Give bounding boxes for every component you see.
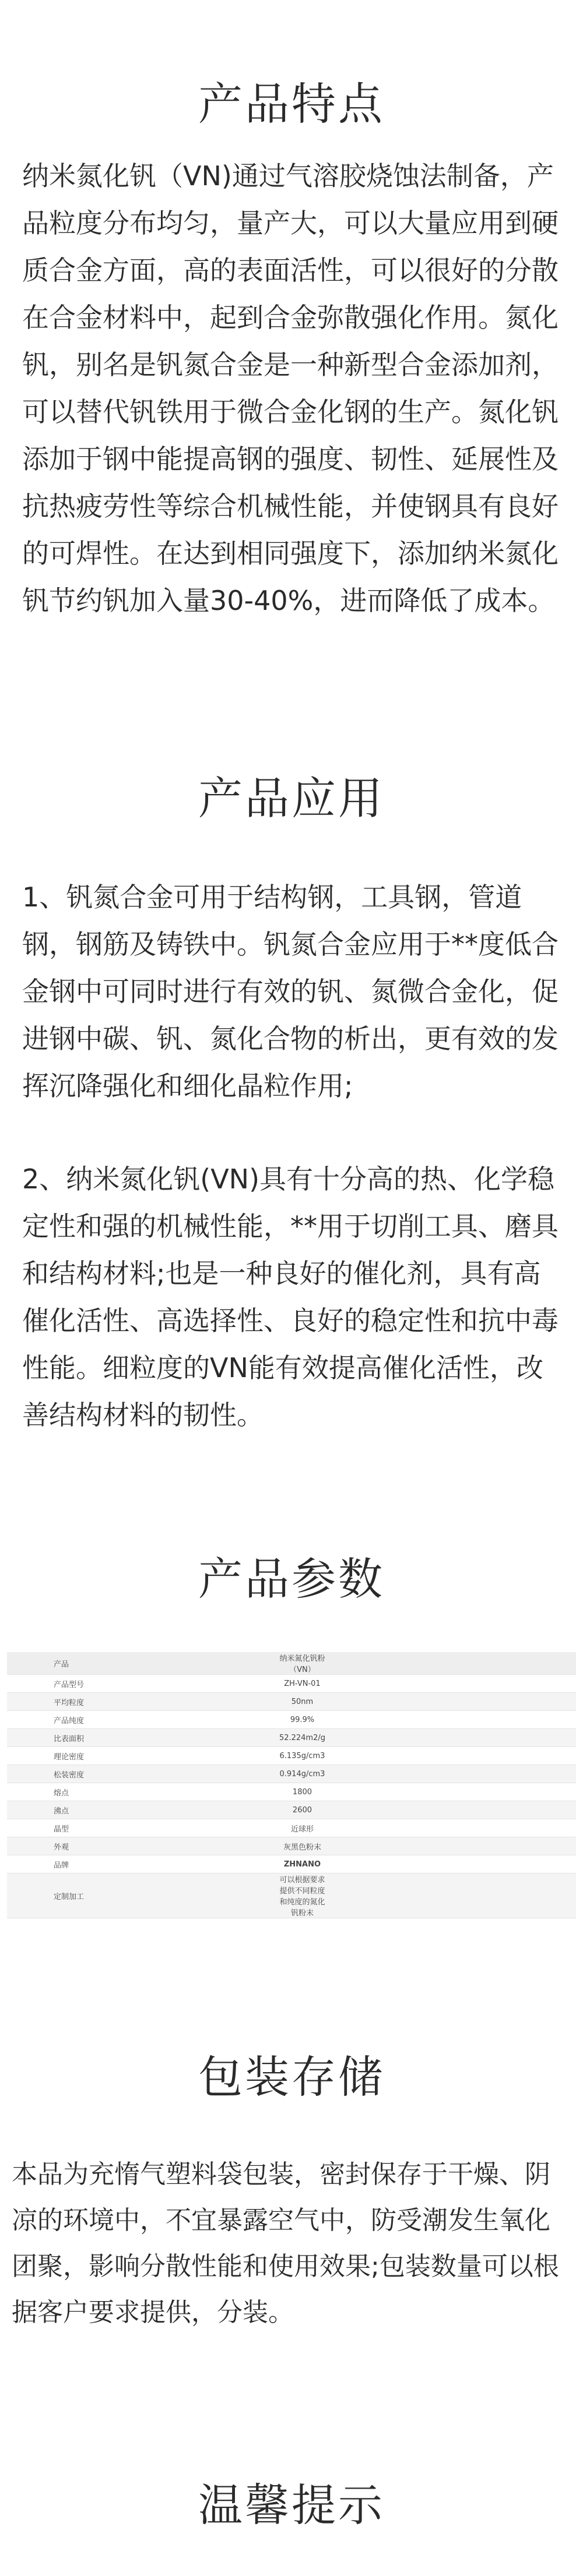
param-value: 灰黑色粉末 bbox=[275, 1837, 576, 1855]
table-row bbox=[7, 1652, 576, 1675]
param-value: 50nm bbox=[275, 1693, 576, 1711]
param-key: 定制加工 bbox=[7, 1873, 275, 1918]
param-value: 99.9% bbox=[275, 1711, 576, 1729]
param-key: 晶型 bbox=[7, 1819, 275, 1837]
param-value: ZH-VN-01 bbox=[275, 1675, 576, 1693]
table-row bbox=[7, 1693, 576, 1711]
table-row bbox=[7, 1801, 576, 1819]
param-value: 52.224m2/g bbox=[275, 1729, 576, 1747]
applications-item-2: 2、纳米氮化钒(VN)具有十分高的热、化学稳定性和强的机械性能，**用于切削工具、磨具和结构材料;也是一种良好的催化剂，具有高催化活性、高选择性、良好的稳定性和抗中毒性能。细粒度的VN能有效提高催化活性，改善结构材料的韧性。 bbox=[22, 1163, 559, 1431]
param-key: 沸点 bbox=[7, 1801, 275, 1819]
table-row bbox=[7, 1711, 576, 1729]
packaging-title: 包装存储 bbox=[198, 2051, 385, 2103]
parameters-table-container bbox=[7, 1652, 576, 1918]
parameters-table bbox=[7, 1652, 576, 1918]
tips-title: 温馨提示 bbox=[198, 2479, 385, 2531]
features-title: 产品特点 bbox=[198, 78, 385, 130]
table-row bbox=[7, 1765, 576, 1783]
param-value: 纳米氮化钒粉（VN） bbox=[275, 1652, 576, 1675]
param-key: 熔点 bbox=[7, 1783, 275, 1801]
param-key: 产品型号 bbox=[7, 1675, 275, 1693]
param-key: 松装密度 bbox=[7, 1765, 275, 1783]
table-row bbox=[7, 1855, 576, 1873]
param-key: 外观 bbox=[7, 1837, 275, 1855]
table-row bbox=[7, 1729, 576, 1747]
param-key: 平均粒度 bbox=[7, 1693, 275, 1711]
applications-item-1: 1、钒氮合金可用于结构钢，工具钢，管道钢，钢筋及铸铁中。钒氮合金应用于**度低合金钢中可同时进行有效的钒、氮微合金化，促进钢中碳、钒、氮化合物的析出，更有效的发挥沉降强化和细化晶粒作用; bbox=[22, 881, 559, 1102]
param-key: 理论密度 bbox=[7, 1747, 275, 1765]
param-value: 1800 bbox=[275, 1783, 576, 1801]
parameters-title: 产品参数 bbox=[198, 1553, 385, 1605]
param-key: 产品纯度 bbox=[7, 1711, 275, 1729]
param-key: 品牌 bbox=[7, 1855, 275, 1873]
param-value: 0.914g/cm3 bbox=[275, 1765, 576, 1783]
table-row bbox=[7, 1675, 576, 1693]
param-key: 产品 bbox=[7, 1652, 275, 1675]
table-row bbox=[7, 1873, 576, 1918]
param-key: 比表面积 bbox=[7, 1729, 275, 1747]
param-value: ZHNANO bbox=[275, 1855, 576, 1873]
table-row bbox=[7, 1819, 576, 1837]
param-value: 2600 bbox=[275, 1801, 576, 1819]
table-row bbox=[7, 1747, 576, 1765]
table-row bbox=[7, 1837, 576, 1855]
param-value: 可以根据要求提供不同粒度和纯度的氮化钒粉末 bbox=[275, 1873, 576, 1918]
features-paragraph: 纳米氮化钒（VN)通过气溶胶烧蚀法制备，产品粒度分布均匀，量产大，可以大量应用到硬质合金方面，高的表面活性，可以很好的分散在合金材料中，起到合金弥散强化作用。氮化钒，别名是钒氮合金是一种新型合金添加剂，可以替代钒铁用于微合金化钢的生产。氮化钒添加于钢中能提高钢的强度、韧性、延展性及抗热疲劳性等综合机械性能，并使钢具有良好的可焊性。在达到相同强度下，添加纳米氮化钒节约钒加入量30-40%，进而降低了成本。 bbox=[22, 160, 559, 616]
applications-title: 产品应用 bbox=[198, 772, 385, 824]
table-row bbox=[7, 1783, 576, 1801]
param-value: 近球形 bbox=[275, 1819, 576, 1837]
param-value: 6.135g/cm3 bbox=[275, 1747, 576, 1765]
packaging-paragraph: 本品为充惰气塑料袋包装，密封保存于干燥、阴凉的环境中，不宜暴露空气中，防受潮发生氧化团聚，影响分散性能和使用效果;包装数量可以根据客户要求提供，分装。 bbox=[12, 2159, 559, 2327]
